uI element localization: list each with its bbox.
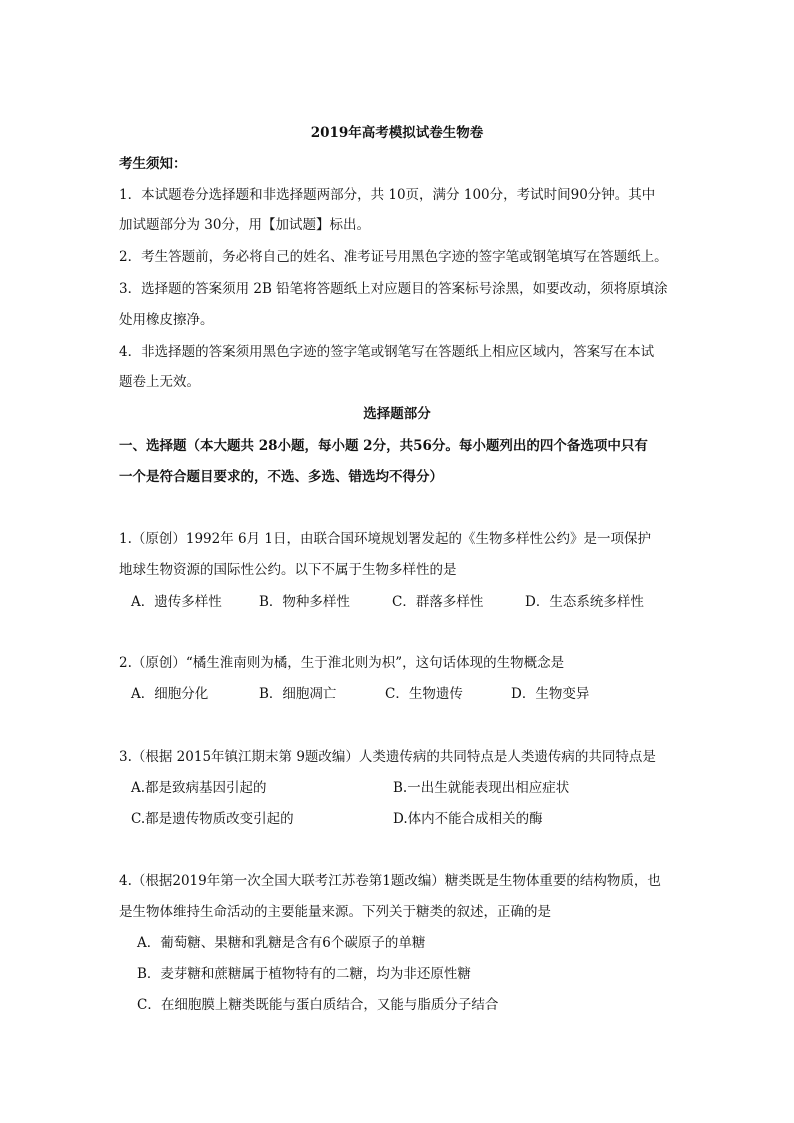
question-2-option-c: C．生物遗传 — [385, 686, 463, 702]
notice-item-2: 2．考生答题前，务必将自己的姓名、准考证号用黑色字迹的签字笔或钢笔填写在答题纸上。 — [119, 249, 668, 265]
question-3-option-b: B.一出生就能表现出相应症状 — [393, 780, 570, 796]
notice-item-1-line-2: 加试题部分为 30分，用【加试题】标出。 — [119, 217, 370, 233]
question-3-option-a: A.都是致病基因引起的 — [131, 780, 267, 796]
section-intro-line-2: 一个是符合题目要求的，不选、多选、错选均不得分） — [119, 469, 443, 485]
question-3-option-d: D.体内不能合成相关的酶 — [393, 811, 543, 827]
question-4-option-c: C．在细胞膜上糖类既能与蛋白质结合，又能与脂质分子结合 — [137, 997, 499, 1013]
question-4-option-b: B．麦芽糖和蔗糖属于植物特有的二糖，均为非还原性糖 — [137, 966, 471, 982]
notice-item-4-line-1: 4．非选择题的答案须用黑色字迹的签字笔或钢笔写在答题纸上相应区域内，答案写在本试 — [119, 344, 655, 360]
section-intro-line-1: 一、选择题（本大题共 28小题，每小题 2分，共56分。每小题列出的四个备选项中只有 — [119, 438, 648, 454]
question-2-option-d: D．生物变异 — [511, 686, 590, 702]
notice-item-3-line-2: 处用橡皮擦净。 — [119, 312, 214, 328]
question-3-stem: 3.（根据 2015年镇江期末第 9题改编）人类遗传病的共同特点是人类遗传病的共同特点是 — [119, 749, 656, 765]
question-2-stem: 2.（原创）“橘生淮南则为橘，生于淮北则为枳”，这句话体现的生物概念是 — [119, 655, 565, 671]
notice-item-1-line-1: 1．本试题卷分选择题和非选择题两部分，共 10页，满分 100分，考试时间90分钟。其中 — [119, 187, 656, 203]
question-1-option-c: C．群落多样性 — [392, 594, 484, 610]
notice-item-3-line-1: 3．选择题的答案须用 2B 铅笔将答题纸上对应题目的答案标号涂黑，如要改动，须将原填涂 — [119, 281, 668, 297]
question-1-stem-line-2: 地球生物资源的国际性公约。以下不属于生物多样性的是 — [119, 562, 457, 578]
notice-item-4-line-2: 题卷上无效。 — [119, 374, 200, 390]
notice-heading: 考生须知： — [119, 156, 187, 172]
question-1-option-a: A．遗传多样性 — [131, 594, 222, 610]
question-2-option-b: B．细胞凋亡 — [259, 686, 337, 702]
exam-title: 2019年高考模拟试卷生物卷 — [310, 125, 484, 141]
question-3-option-c: C.都是遗传物质改变引起的 — [131, 811, 294, 827]
question-1-option-b: B．物种多样性 — [259, 594, 350, 610]
question-4-option-a: A．葡萄糖、果糖和乳糖是含有6个碳原子的单糖 — [137, 935, 426, 951]
question-1-option-d: D．生态系统多样性 — [525, 594, 644, 610]
question-2-option-a: A．细胞分化 — [131, 686, 209, 702]
question-1-stem-line-1: 1.（原创）1992年 6月 1日，由联合国环境规划署发起的《生物多样性公约》是一项保护 — [119, 531, 651, 547]
question-4-stem-line-1: 4.（根据2019年第一次全国大联考江苏卷第1题改编）糖类既是生物体重要的结构物质，也 — [119, 873, 661, 889]
question-4-stem-line-2: 是生物体维持生命活动的主要能量来源。下列关于糖类的叙述，正确的是 — [119, 904, 551, 920]
section-title: 选择题部分 — [363, 406, 431, 422]
